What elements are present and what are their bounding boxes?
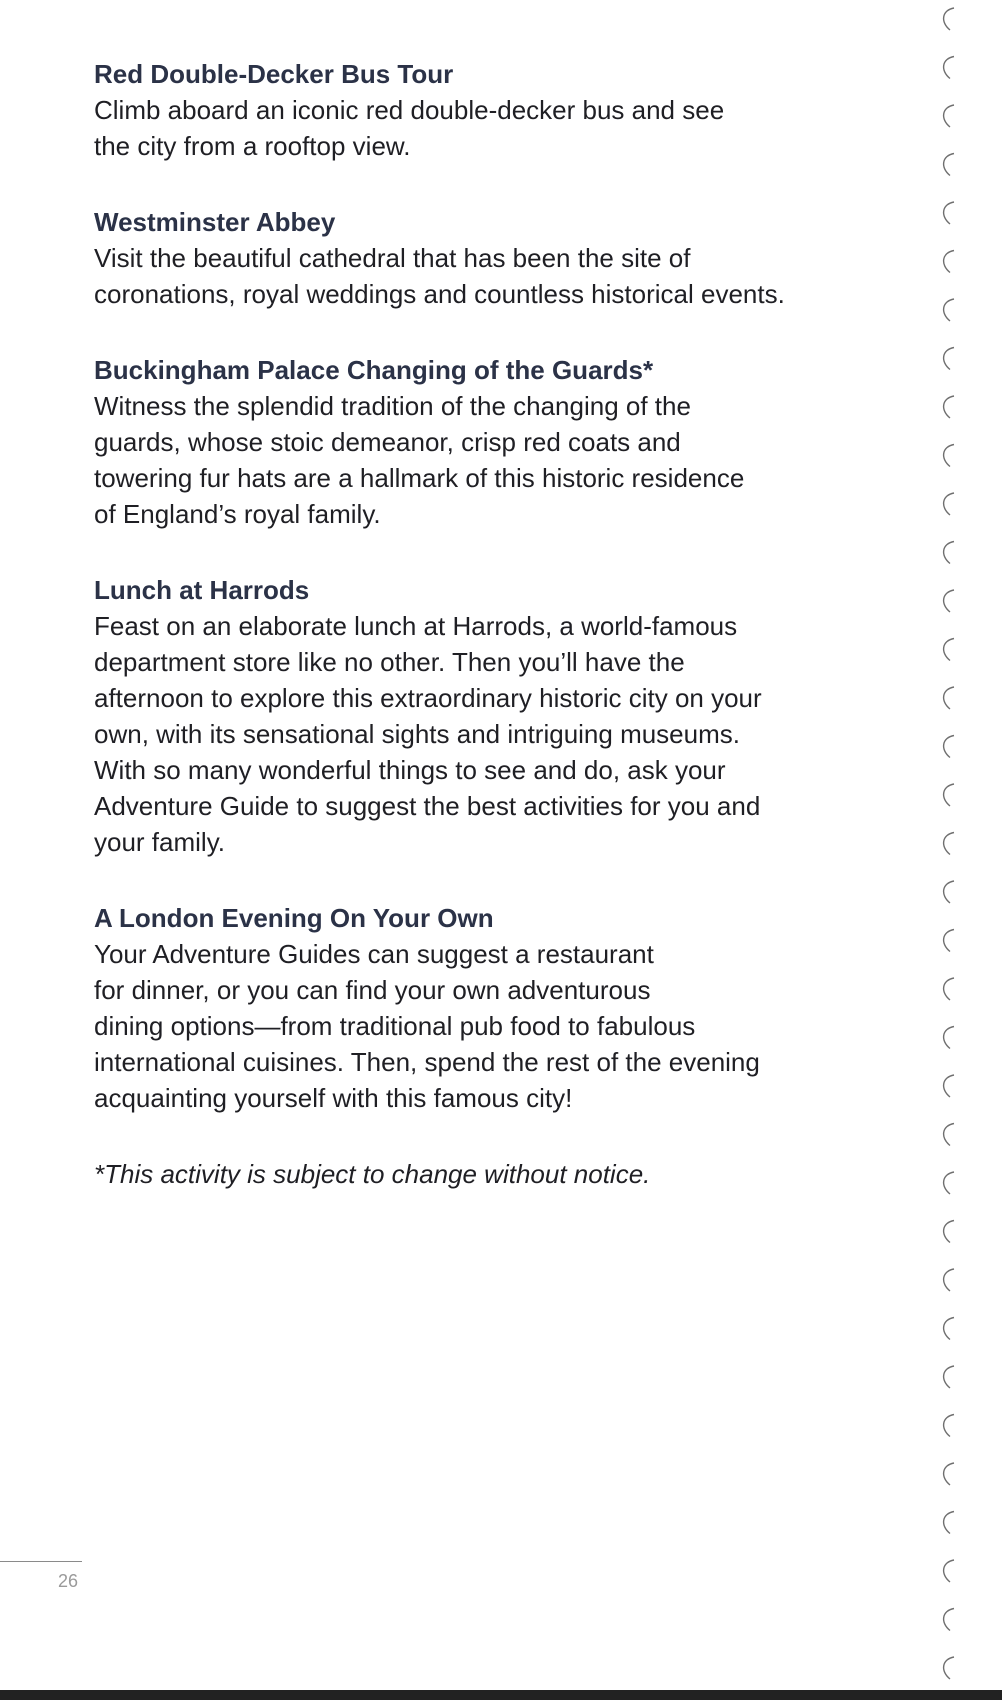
binding-hole-mark — [944, 299, 954, 321]
section-title: Buckingham Palace Changing of the Guards* — [94, 355, 654, 385]
binding-hole-mark — [944, 1124, 954, 1146]
binding-hole-mark — [944, 978, 954, 1000]
binding-hole-mark — [944, 1172, 954, 1194]
body-line: Feast on an elaborate lunch at Harrods, a world-famous — [94, 611, 738, 641]
page-number-rule — [0, 1561, 82, 1562]
section-title: A London Evening On Your Own — [94, 903, 494, 933]
section-body — [94, 936, 834, 1116]
binding-hole-mark — [944, 542, 954, 564]
binding-hole-mark — [944, 1560, 954, 1582]
body-line: With so many wonderful things to see and do, ask your — [94, 755, 726, 785]
binding-hole-mark — [944, 1269, 954, 1291]
binding-hole-mark — [944, 396, 954, 418]
binding-hole-mark — [944, 590, 954, 612]
body-line: Witness the splendid tradition of the changing of the — [94, 391, 691, 421]
binding-hole-mark — [944, 1027, 954, 1049]
binding-hole-mark — [944, 1075, 954, 1097]
binding-hole-mark — [944, 881, 954, 903]
body-line: coronations, royal weddings and countless historical events. — [94, 279, 785, 309]
body-line: towering fur hats are a hallmark of this historic residence — [94, 463, 745, 493]
section-lunch-harrods — [94, 572, 834, 860]
scan-bottom-edge — [0, 1690, 1002, 1700]
section-body — [94, 388, 834, 532]
binding-hole-mark — [944, 930, 954, 952]
section-london-evening — [94, 900, 834, 1116]
body-line: the city from a rooftop view. — [94, 131, 411, 161]
binding-hole-mark — [944, 639, 954, 661]
body-line: Your Adventure Guides can suggest a restaurant — [94, 939, 654, 969]
body-line: own, with its sensational sights and intriguing museums. — [94, 719, 740, 749]
body-line: for dinner, or you can find your own adventurous — [94, 975, 651, 1005]
body-line: Visit the beautiful cathedral that has been the site of — [94, 243, 691, 273]
section-title: Red Double-Decker Bus Tour — [94, 59, 454, 89]
body-line: afternoon to explore this extraordinary historic city on your — [94, 683, 762, 713]
body-line: acquainting yourself with this famous city! — [94, 1083, 573, 1113]
section-title: Lunch at Harrods — [94, 575, 310, 605]
section-body — [94, 240, 834, 312]
binding-hole-mark — [944, 154, 954, 176]
binding-hole-mark — [944, 1366, 954, 1388]
body-line: your family. — [94, 827, 225, 857]
body-line: guards, whose stoic demeanor, crisp red coats and — [94, 427, 681, 457]
body-line: of England’s royal family. — [94, 499, 381, 529]
page-number: 26 — [58, 1571, 79, 1591]
binding-hole-mark — [944, 57, 954, 79]
body-line: Adventure Guide to suggest the best activities for you and — [94, 791, 761, 821]
binding-hole-mark — [944, 493, 954, 515]
binding-hole-mark — [944, 1657, 954, 1679]
spiral-binding — [930, 0, 1002, 1700]
body-line: Climb aboard an iconic red double-decker bus and see — [94, 95, 725, 125]
binding-hole-mark — [944, 1609, 954, 1631]
binding-hole-mark — [944, 1221, 954, 1243]
section-title: Westminster Abbey — [94, 207, 336, 237]
section-changing-guards — [94, 352, 834, 532]
body-line: dining options—from traditional pub food to fabulous — [94, 1011, 696, 1041]
section-body — [94, 92, 834, 164]
binding-hole-mark — [944, 105, 954, 127]
binding-hole-mark — [944, 736, 954, 758]
binding-hole-mark — [944, 833, 954, 855]
binding-hole-mark — [944, 1512, 954, 1534]
itinerary-content — [94, 56, 834, 1218]
section-body — [94, 608, 834, 860]
binding-hole-mark — [944, 1318, 954, 1340]
binding-hole-mark — [944, 1463, 954, 1485]
binding-hole-mark — [944, 348, 954, 370]
section-bus-tour — [94, 56, 834, 164]
section-westminster-abbey — [94, 204, 834, 312]
binding-hole-mark — [944, 251, 954, 273]
binding-hole-mark — [944, 784, 954, 806]
binding-hole-mark — [944, 202, 954, 224]
binding-hole-mark — [944, 8, 954, 30]
body-line: department store like no other. Then you’ll have the — [94, 647, 685, 677]
binding-hole-mark — [944, 445, 954, 467]
binding-hole-mark — [944, 1415, 954, 1437]
body-line: international cuisines. Then, spend the rest of the evening — [94, 1047, 760, 1077]
footnote: *This activity is subject to change without notice. — [94, 1159, 651, 1189]
binding-hole-mark — [944, 687, 954, 709]
